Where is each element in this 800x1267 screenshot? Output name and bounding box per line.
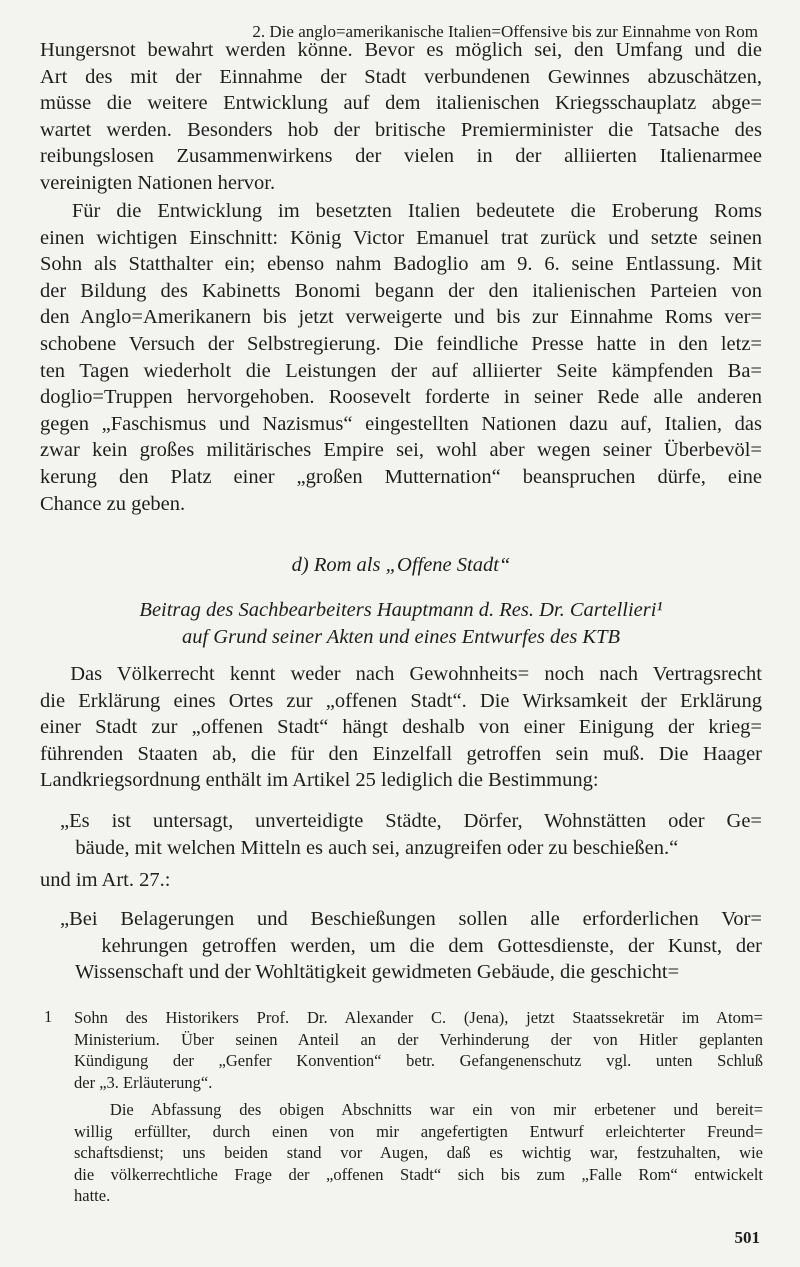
text-line: die völkerrechtliche Frage der „offenen Stadt“ sich bis zum „Falle Rom“ entwickelt xyxy=(74,1164,763,1184)
text-line: führenden Staaten ab, die für den Einzelfall getroffen sein muß. Die Haager xyxy=(40,742,762,765)
text-line: zwar kein großes militärisches Empire sei, wohl aber wegen seiner Überbevöl= xyxy=(40,439,762,462)
text-line: vereinigten Nationen hervor. xyxy=(40,171,276,194)
text-line: reibungslosen Zusammenwirkens der vielen in der alliierten Italienarmee xyxy=(40,145,762,168)
text-line: Beitrag des Sachbearbeiters Hauptmann d. Res. Dr. Cartellieri¹ xyxy=(139,599,663,621)
text-line: d) Rom als „Offene Stadt“ xyxy=(291,554,511,576)
text-line: Sohn des Historikers Prof. Dr. Alexander C. (Jena), jetzt Staatssekretär im Atom= xyxy=(74,1008,763,1027)
text-line: schobene Versuch der Selbstregierung. Die feindliche Presse hatte in den letz= xyxy=(40,332,762,355)
footnote-number: 1 xyxy=(44,1007,53,1026)
text-line: kehrungen getroffen werden, um die dem Gottesdienste, der Kunst, der xyxy=(60,934,762,957)
quote-1 xyxy=(60,808,762,861)
text-line: bäude, mit welchen Mitteln es auch sei, anzugreifen oder zu beschießen.“ xyxy=(60,836,679,859)
text-line: der „3. Erläuterung“. xyxy=(74,1072,213,1092)
text-line: schaftsdienst; uns beiden stand vor Augen, daß es wichtig war, festzuhalten, wie xyxy=(74,1143,763,1163)
text-line: Für die Entwicklung im besetzten Italien bedeutete die Eroberung Roms xyxy=(40,200,762,222)
text-line: gegen „Faschismus und Nazismus“ eingestellten Nationen dazu auf, Italien, das xyxy=(40,412,762,435)
para-2 xyxy=(40,198,762,517)
text-line: Landkriegsordnung enthält im Artikel 25 lediglich die Bestimmung: xyxy=(40,769,599,792)
running-head: 2. Die anglo=amerikanische Italien=Offensive bis zur Einnahme von Rom xyxy=(252,22,758,41)
text-line: doglio=Truppen hervorgehoben. Roosevelt forderte in seiner Rede alle anderen xyxy=(40,386,762,409)
text-line: der Bildung des Kabinetts Bonomi begann der den italienischen Parteien von xyxy=(40,279,762,302)
text-line: Hungersnot bewahrt werden könne. Bevor es möglich sei, den Umfang und die xyxy=(40,39,762,61)
text-line: Ministerium. Über seinen Anteil an der Verhinderung der von Hitler geplanten xyxy=(74,1029,763,1049)
text-line: die Erklärung eines Ortes zur „offenen Stadt“. Die Wirksamkeit der Erklärung xyxy=(40,689,762,712)
text-line: einer Stadt zur „offenen Stadt“ hängt deshalb von einer Einigung der krieg= xyxy=(40,716,762,739)
quote-2 xyxy=(60,906,762,986)
text-line: Kündigung der „Genfer Konvention“ betr. Gefangenenschutz vgl. unten Schluß xyxy=(74,1051,763,1071)
footnote-1 xyxy=(74,1007,763,1093)
text-line: „Es ist untersagt, unverteidigte Städte, Dörfer, Wohnstätten oder Ge= xyxy=(60,810,762,832)
text-line: ten Tagen wiederholt die Leistungen der auf alliierter Seite kämpfenden Ba= xyxy=(40,359,762,382)
text-line: den Anglo=Amerikanern bis jetzt verweigerte und bis zur Einnahme Roms ver= xyxy=(40,306,762,329)
text-line: Die Abfassung des obigen Abschnitts war ein von mir erbetener und bereit= xyxy=(74,1100,763,1119)
text-line: Art des mit der Einnahme der Stadt verbundenen Gewinnes abzuschätzen, xyxy=(40,65,762,88)
text-line: „Bei Belagerungen und Beschießungen sollen alle erforderlichen Vor= xyxy=(60,908,762,930)
attribution xyxy=(40,597,762,650)
para-4 xyxy=(40,867,762,894)
text-line: Wissenschaft und der Wohltätigkeit gewidmeten Gebäude, die geschicht= xyxy=(60,961,680,984)
text-line: einen wichtigen Einschnitt: König Victor Emanuel trat zurück und setzte seinen xyxy=(40,226,762,249)
footnote-1-cont xyxy=(74,1099,763,1207)
para-3 xyxy=(40,661,762,794)
text-line: wartet werden. Besonders hob der britische Premierminister die Tatsache des xyxy=(40,118,762,141)
text-line: Sohn als Statthalter ein; ebenso nahm Badoglio am 9. 6. seine Entlassung. Mit xyxy=(40,253,762,276)
text-line: Chance zu geben. xyxy=(40,492,186,515)
text-line: auf Grund seiner Akten und eines Entwurfes des KTB xyxy=(181,625,621,648)
page-number: 501 xyxy=(734,1228,760,1247)
para-1 xyxy=(40,37,762,197)
text-line: willig erfüllter, durch einen von mir angefertigten Entwurf erleichterter Freund= xyxy=(74,1121,763,1141)
text-line: kerung den Platz einer „großen Mutternation“ beanspruchen dürfe, eine xyxy=(40,465,762,488)
text-line: und im Art. 27.: xyxy=(40,869,171,891)
section-heading xyxy=(40,552,762,579)
text-line: Das Völkerrecht kennt weder nach Gewohnheits= noch nach Vertragsrecht xyxy=(40,663,762,685)
text-line: hatte. xyxy=(74,1186,111,1206)
text-line: müsse die weitere Entwicklung auf dem italienischen Kriegsschauplatz abge= xyxy=(40,92,762,115)
